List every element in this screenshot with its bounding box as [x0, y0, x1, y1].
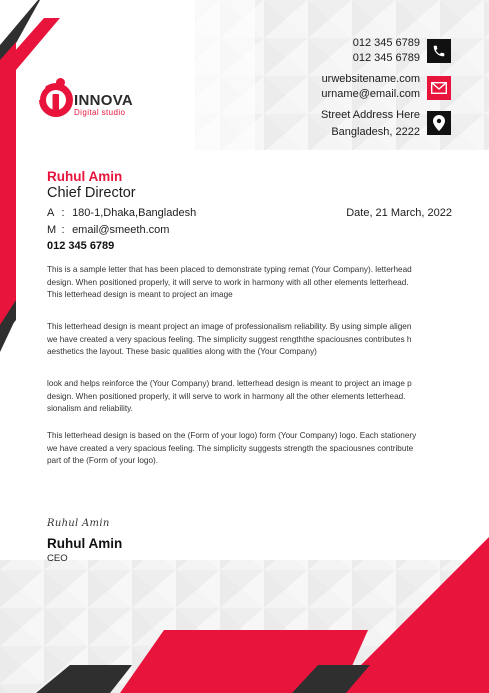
address-line-1: Street Address Here — [320, 109, 420, 121]
contact-address — [321, 108, 420, 140]
body-paragraph-2: This letterhead design is meant project an image of professionalism reliability. By using simple aligen we have created a very spacious feeling. The simplicity suggest rengththe spaciousnes contributes h aesthetics the layout. These basic qualities along with the (Your Company) — [47, 322, 412, 356]
phone-number-1: 012 345 6789 — [352, 37, 420, 49]
phone-icon — [427, 39, 451, 63]
location-pin-icon — [427, 111, 451, 135]
email-separator: : — [61, 224, 65, 236]
logo-name: INNOVA — [74, 92, 134, 109]
innova-logo-mark-icon — [37, 77, 73, 119]
signatory-name: Ruhul Amin — [47, 536, 123, 551]
email-label: M — [47, 224, 57, 236]
signatory-role: CEO — [47, 553, 68, 564]
phone-number-2: 012 345 6789 — [352, 52, 420, 64]
sender-title: Chief Director — [47, 185, 136, 201]
website[interactable]: urwebsitename.com — [321, 73, 420, 85]
company-logo — [37, 77, 147, 121]
sender-address-value: 180-1,Dhaka,Bangladesh — [72, 207, 197, 219]
sender-email — [47, 224, 169, 236]
address-separator: : — [61, 207, 65, 219]
contact-phones — [353, 36, 420, 66]
body-paragraph-4: This letterhead design is based on the (Form of your logo) form (Your Company) logo. Each stationery we have created a very spacious feeling. The simplicity suggests strength the spaciousnes contribute part of the (Form of your logo). — [47, 431, 417, 465]
sender-address — [47, 207, 196, 219]
sender-email-value[interactable]: email@smeeth.com — [72, 224, 170, 236]
logo-tagline: Digital studio — [74, 108, 126, 117]
sender-phone: 012 345 6789 — [47, 240, 115, 252]
body-paragraph-3: look and helps reinforce the (Your Company) brand. letterhead design is meant to project an image p design. When positioned properly, it will serve to work in harmony all the other elements letterhead. sionalism and reliability. — [47, 379, 412, 413]
email-address[interactable]: urname@email.com — [321, 88, 420, 100]
address-label: A — [47, 207, 55, 219]
handwritten-signature: Ruhul Amin — [47, 518, 110, 529]
envelope-icon — [427, 76, 451, 100]
contact-web-email — [321, 72, 420, 102]
body-paragraph-1: This is a sample letter that has been placed to demonstrate typing remat (Your Company). letterhead design. When positioned properly, it will serve to work in harmony with all other elements letterhead. This letterhead design is meant to project an image — [47, 265, 412, 299]
letter-date: Date, 21 March, 2022 — [346, 207, 452, 219]
address-line-2: Bangladesh, 2222 — [331, 126, 420, 138]
sender-name: Ruhul Amin — [47, 169, 123, 184]
